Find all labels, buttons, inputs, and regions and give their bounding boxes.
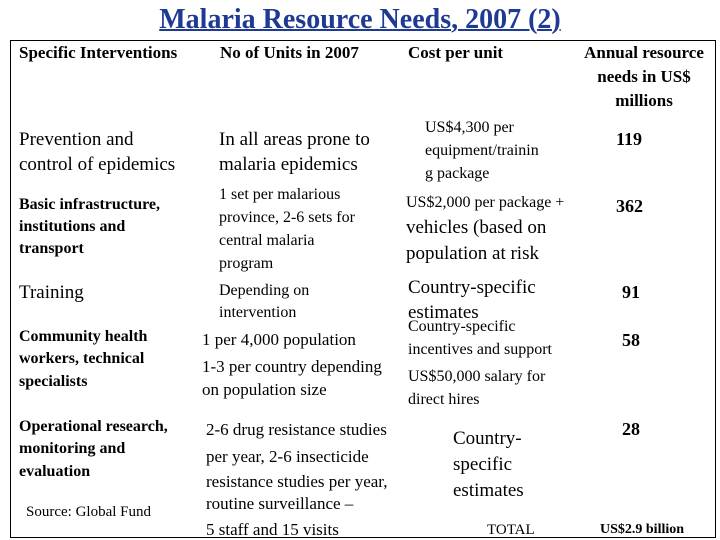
row-prevention-units-l1: In all areas prone to bbox=[219, 129, 370, 150]
row-prevention-cost-l2: equipment/trainin bbox=[425, 142, 539, 159]
row-infrastructure-units-l1: 1 set per malarious bbox=[219, 186, 341, 203]
row-community-units-l2: 1-3 per country depending bbox=[202, 357, 382, 376]
row-community-name-l1: Community health bbox=[19, 328, 148, 345]
slide-title: Malaria Resource Needs, 2007 (2) bbox=[159, 4, 561, 35]
row-operational-name-l2: monitoring and bbox=[19, 440, 126, 457]
row-infrastructure-name-l3: transport bbox=[19, 240, 84, 257]
header-specific-interventions: Specific Interventions bbox=[19, 43, 178, 62]
row-infrastructure-need: 362 bbox=[616, 196, 643, 216]
total-label: TOTAL bbox=[487, 522, 535, 538]
header-cost-per-unit: Cost per unit bbox=[408, 43, 504, 62]
row-operational-units-l1: 2-6 drug resistance studies bbox=[206, 420, 387, 439]
row-operational-cost-l1: Country- bbox=[453, 428, 522, 449]
row-prevention-name-l1: Prevention and bbox=[19, 129, 134, 150]
row-operational-units-l2: per year, 2-6 insecticide bbox=[206, 447, 369, 466]
row-training-name: Training bbox=[19, 282, 84, 303]
row-community-cost-l3: US$50,000 salary for bbox=[408, 368, 546, 385]
row-operational-cost-l3: estimates bbox=[453, 480, 524, 501]
header-annual-resource-l3: millions bbox=[615, 91, 673, 110]
row-community-units-l1: 1 per 4,000 population bbox=[202, 330, 356, 349]
row-infrastructure-name-l1: Basic infrastructure, bbox=[19, 196, 161, 213]
row-community-need: 58 bbox=[622, 330, 640, 350]
row-operational-units-l5: 5 staff and 15 visits bbox=[206, 520, 339, 539]
row-infrastructure-units-l2: province, 2-6 sets for bbox=[219, 209, 355, 226]
row-prevention-units-l2: malaria epidemics bbox=[219, 154, 358, 175]
row-operational-units-l4: routine surveillance – bbox=[206, 494, 354, 513]
row-community-name-l3: specialists bbox=[19, 373, 88, 390]
header-annual-resource-l2: needs in US$ bbox=[597, 67, 691, 86]
row-operational-need: 28 bbox=[622, 419, 640, 439]
row-community-name-l2: workers, technical bbox=[19, 350, 145, 367]
row-training-need: 91 bbox=[622, 282, 640, 302]
row-operational-cost-l2: specific bbox=[453, 454, 513, 475]
row-community-cost-l4: direct hires bbox=[408, 391, 480, 408]
header-no-of-units: No of Units in 2007 bbox=[220, 43, 359, 62]
row-prevention-cost-l3: g package bbox=[425, 165, 490, 182]
header-annual-resource-l1: Annual resource bbox=[584, 43, 704, 62]
row-infrastructure-cost-l2: vehicles (based on bbox=[406, 217, 547, 238]
row-infrastructure-cost-l3: population at risk bbox=[406, 243, 539, 264]
row-prevention-need: 119 bbox=[616, 129, 643, 149]
row-training-units-l1: Depending on bbox=[219, 282, 310, 299]
total-value: US$2.9 billion bbox=[600, 522, 685, 537]
row-prevention-name-l2: control of epidemics bbox=[19, 154, 176, 175]
row-training-cost-l2: estimates bbox=[408, 302, 479, 323]
row-operational-name-l1: Operational research, bbox=[19, 418, 168, 435]
row-infrastructure-name-l2: institutions and bbox=[19, 218, 126, 235]
row-operational-name-l3: evaluation bbox=[19, 463, 91, 480]
row-prevention-cost-l1: US$4,300 per bbox=[425, 119, 514, 136]
row-operational-units-l3: resistance studies per year, bbox=[206, 472, 388, 491]
row-training-cost-l1: Country-specific bbox=[408, 277, 536, 298]
row-community-cost-l1: Country-specific bbox=[408, 318, 516, 335]
source-note: Source: Global Fund bbox=[26, 504, 151, 520]
row-community-units-l3: on population size bbox=[202, 380, 327, 399]
row-infrastructure-units-l3: central malaria bbox=[219, 232, 315, 249]
row-community-cost-l2: incentives and support bbox=[408, 341, 552, 358]
row-training-units-l2: intervention bbox=[219, 304, 297, 321]
row-infrastructure-units-l4: program bbox=[219, 255, 274, 272]
row-infrastructure-cost-l1: US$2,000 per package + bbox=[406, 194, 565, 211]
